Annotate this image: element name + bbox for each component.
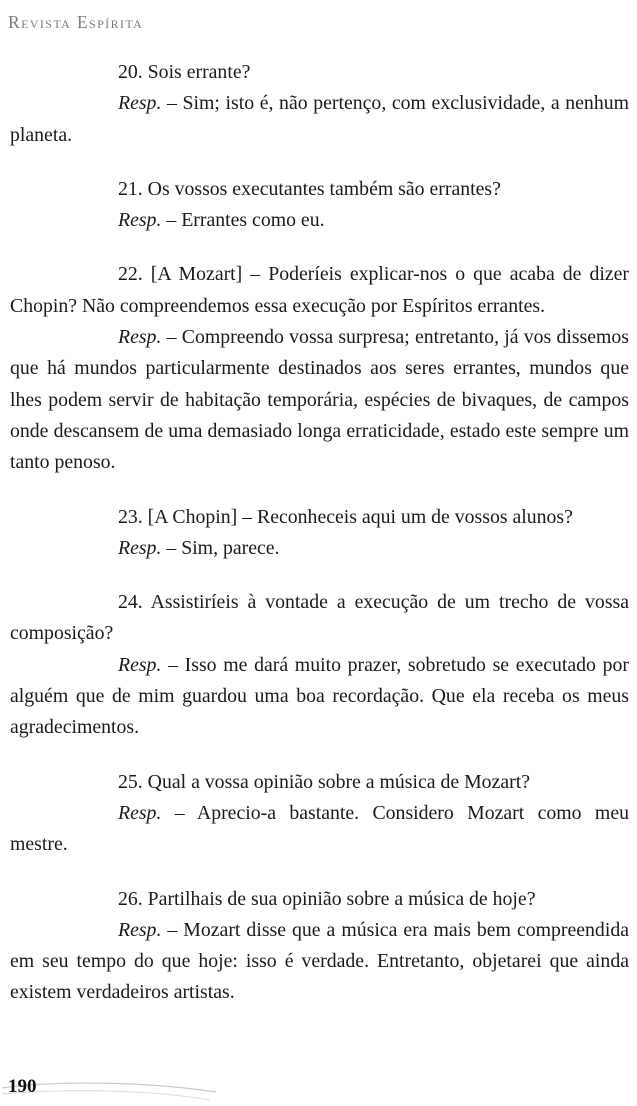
qa-entry-26: [10, 884, 629, 1009]
resp-label: Resp.: [118, 92, 162, 115]
question-text: 20. Sois errante?: [118, 61, 251, 83]
running-head: Revista Espírita: [8, 12, 144, 32]
resp-label: Resp.: [118, 918, 162, 941]
resp-label: Resp.: [118, 801, 162, 824]
question-text: 26. Partilhais de sua opinião sobre a música de hoje?: [118, 887, 536, 910]
resp-label: Resp.: [118, 653, 162, 676]
qa-entry-21: [10, 174, 629, 237]
qa-entry-22: [10, 259, 629, 478]
answer-body: – Sim, parece.: [161, 536, 280, 559]
qa-entry-23: [10, 502, 629, 565]
answer-body: – Sim; isto é, não pertenço, com exclusividade, a nenhum planeta.: [10, 92, 629, 146]
answer-body: – Compreendo vossa surpresa; entretanto, já vos dissemos que há mundos particularmente destinados aos seres errantes, mundos que lhes podem servir de habitação temporária, espécies de bivaques, de campos onde descansem de uma demasiado longa erraticidade, estado este sempre um tanto penoso.: [10, 326, 629, 474]
question-text: 24. Assistiríeis à vontade a execução de um trecho de vossa composição?: [10, 591, 629, 645]
answer-body: – Mozart disse que a música era mais bem compreendida em seu tempo do que hoje: isso é verdade. Entretanto, objetarei que ainda existem verdadeiros artistas.: [10, 918, 629, 1004]
resp-label: Resp.: [118, 326, 162, 349]
answer-body: – Aprecio-a bastante. Considero Mozart como meu mestre.: [10, 801, 629, 856]
answer-body: – Isso me dará muito prazer, sobretudo se executado por alguém que de mim guardou uma boa recordação. Que ela receba os meus agradecimentos.: [10, 653, 629, 739]
page-body: [10, 57, 629, 1009]
qa-entry-20: [10, 57, 629, 151]
resp-label: Resp.: [118, 209, 162, 232]
qa-entry-25: [10, 767, 629, 861]
question-text: 25. Qual a vossa opinião sobre a música de Mozart?: [118, 770, 530, 793]
answer-text: [10, 798, 629, 861]
resp-label: Resp.: [118, 536, 162, 559]
answer-text: [10, 533, 629, 564]
answer-text: [10, 205, 629, 236]
question-text: 23. [A Chopin] – Reconheceis aqui um de vossos alunos?: [118, 505, 573, 528]
answer-text: [10, 650, 629, 744]
answer-text: [10, 915, 629, 1009]
answer-body: – Errantes como eu.: [161, 209, 325, 232]
question-text: 21. Os vossos executantes também são errantes?: [118, 177, 501, 200]
question-text: 22. [A Mozart] – Poderíeis explicar-nos o que acaba de dizer Chopin? Não compreendemos essa execução por Espíritos errantes.: [10, 263, 629, 317]
qa-entry-24: [10, 587, 629, 743]
page-number: 190: [8, 1076, 37, 1097]
answer-text: [10, 322, 629, 478]
answer-text: [10, 88, 629, 151]
